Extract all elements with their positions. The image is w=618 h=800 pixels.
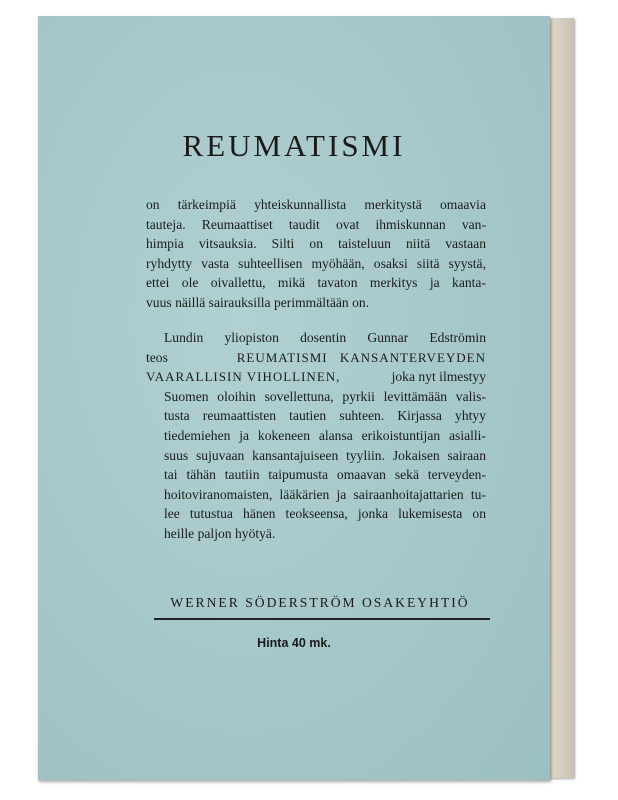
text-line: tauteja. Reumaattiset taudit ovat ihmiskunnan van- <box>146 216 486 232</box>
text-line: tusta reumaattisten tautien suhteen. Kirjassa yhtyy <box>164 408 486 424</box>
text-fragment: teos <box>146 349 168 365</box>
text-line: vuus näillä sairauksilla perimmältään on. <box>146 294 370 310</box>
text-line: suus sujuvaan kansantajuiseen tyyliin. Jokaisen sairaan <box>164 447 486 463</box>
text-line: lee tutustua hänen teokseensa, jonka lukemisesta on <box>164 506 486 522</box>
text-line: ryhdytty vasta suhteellisen myöhään, osaksi siitä syystä, <box>146 255 486 271</box>
cover-title: REUMATISMI <box>182 128 406 163</box>
text-line: on tärkeimpiä yhteiskunnallista merkitystä omaavia <box>146 197 486 212</box>
text-fragment: joka nyt ilmestyy <box>391 369 486 385</box>
text-line: tiedemiehen ja kokeneen alansa erikoistuntijan asialli- <box>164 427 486 443</box>
text-line: tai tähän tautiin taipumusta omaavan sekä terveyden- <box>164 467 486 483</box>
book-back-cover <box>38 16 550 780</box>
text-line: ettei ole oivallettu, mikä tavaton merkitys ja kanta- <box>146 275 486 291</box>
publisher-name: WERNER SÖDERSTRÖM OSAKEYHTIÖ <box>170 595 470 610</box>
text-line <box>146 367 486 387</box>
book-title-part-2: VAARALLISIN VIHOLLINEN, <box>146 369 341 385</box>
divider-rule <box>154 618 490 620</box>
text-line: heille paljon hyötyä. <box>164 525 276 541</box>
text-line: Suomen oloihin sovellettuna, pyrkii levittämään valis- <box>164 388 486 404</box>
description-paragraph-2 <box>146 328 486 544</box>
price-label: Hinta 40 mk. <box>257 636 331 650</box>
text-line <box>146 348 486 368</box>
text-line: Lundin yliopiston dosentin Gunnar Edströmin <box>164 330 486 345</box>
book-title-part-1: REUMATISMI KANSANTERVEYDEN <box>236 349 486 365</box>
text-line: hoitoviranomaisten, lääkärien ja sairaanhoitajattarien tu- <box>164 486 486 502</box>
description-paragraph-1 <box>146 195 486 313</box>
text-line: himpia vitsauksia. Silti on taisteluun niitä vastaan <box>146 236 486 252</box>
